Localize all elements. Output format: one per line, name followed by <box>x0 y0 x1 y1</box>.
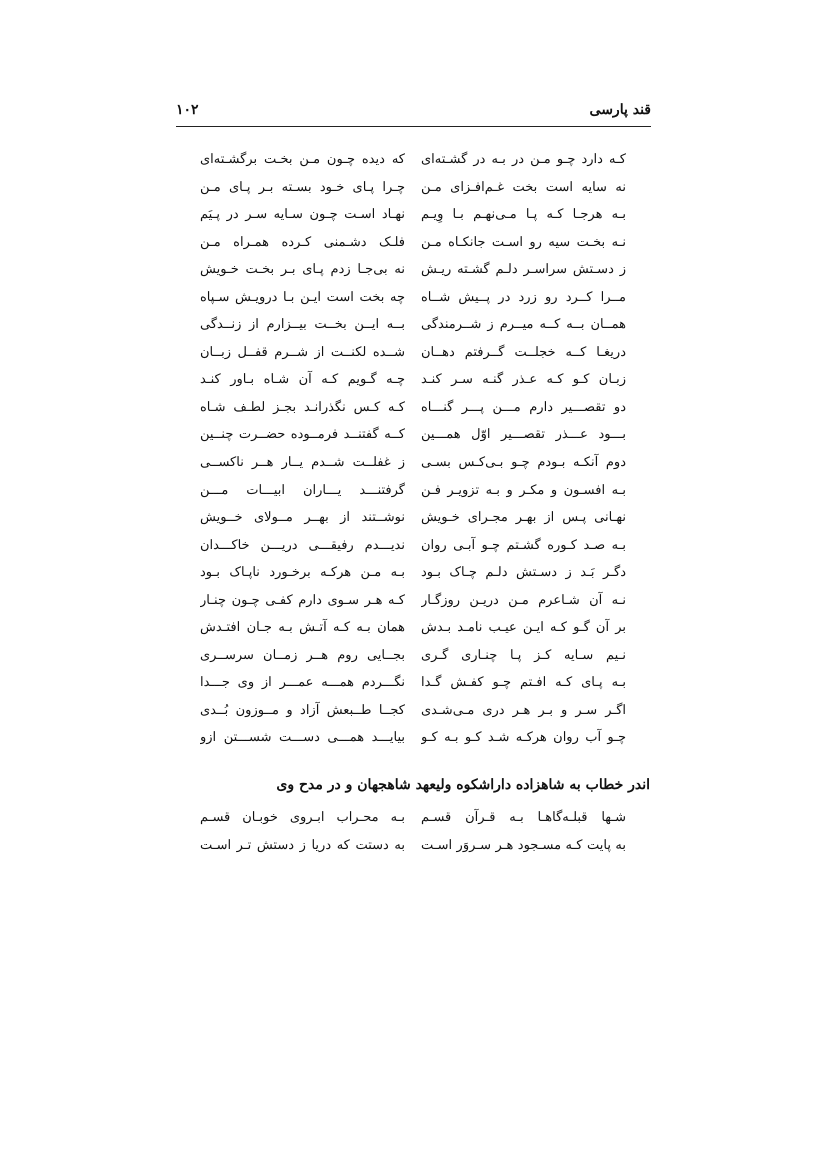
book-title: قند پارسی <box>589 102 651 118</box>
hemistich-first: به پایت کـه مسـجود هـر سـروَر اسـت <box>421 837 626 853</box>
hemistich-second: کــه گفتنــد فرمــوده حضــرت چنــین <box>200 427 405 443</box>
hemistich-second: بیایـــد همـــی دســـت شســـتن ازو <box>200 730 405 746</box>
hemistich-second: کجــا طــبعش آزاد و مــوزون بُــدی <box>200 702 405 718</box>
hemistich-second: فلـک دشـمنی کـرده همـراه مـن <box>200 234 405 250</box>
couplet <box>200 370 626 398</box>
couplet <box>200 260 626 288</box>
couplet <box>200 343 626 371</box>
hemistich-first: همــان بــه کــه میــرم ز شــرمندگی <box>421 317 626 333</box>
hemistich-first: کـه دارد چـو مـن در بـه در گشـته‌ای <box>421 152 626 167</box>
hemistich-second: کـه کـس نگذرانـد بجـز لطـف شـاه <box>200 399 405 415</box>
hemistich-first: نه سایه است بخت غـم‌افـزای مـن <box>421 179 626 195</box>
hemistich-second: ندیـــدم رفیقـــی دریـــن خاکـــدان <box>200 537 405 553</box>
hemistich-second: چـرا پـای خـود بسـته بـر پـای مـن <box>200 179 405 195</box>
couplet <box>200 808 626 836</box>
poem-body <box>200 150 626 756</box>
hemistich-first: دگـر بَـد ز دسـتش دلـم چـاک بـود <box>421 565 626 581</box>
page-number: ۱۰۲ <box>176 102 199 118</box>
hemistich-first: زبـان کـو کـه عـذر گنـه سـر کنـد <box>421 372 626 388</box>
hemistich-first: بـه هرجـا کـه پـا مـی‌نهـم بـا وِیـم <box>421 207 626 223</box>
hemistich-second: چه بخت است ایـن بـا درویـش سـپاه <box>200 289 405 305</box>
hemistich-second: نه بی‌جـا زدم پـای بـر بخـت خـویش <box>200 262 405 278</box>
hemistich-first: نهـانی پـس از بهـر مجـرای خـویش <box>421 510 626 526</box>
hemistich-second: بــه ایــن بخــت بیــزارم از زنــدگی <box>200 317 405 333</box>
hemistich-first: نـه بخـت سیه رو اسـت جانکـاه مـن <box>421 234 626 250</box>
couplet <box>200 618 626 646</box>
couplet <box>200 233 626 261</box>
couplet <box>200 508 626 536</box>
hemistich-second: بـه محـراب ابـروی خوبـان قسـم <box>200 810 405 825</box>
hemistich-first: دوم آنکـه بـودم چـو بـی‌کـس بسـی <box>421 455 626 471</box>
hemistich-second: نوشــتند از بهــر مــولای خــویش <box>200 510 405 526</box>
couplet <box>200 425 626 453</box>
couplet <box>200 836 626 864</box>
hemistich-first: بـه صـد کـوره گشـتم چـو آبـی روان <box>421 537 626 553</box>
page-header <box>176 98 651 127</box>
couplet <box>200 205 626 233</box>
hemistich-first: چـو آب روان هرکـه شـد کـو بـه کـو <box>421 730 626 746</box>
couplet <box>200 701 626 729</box>
hemistich-second: بجــایی روم هــر زمــان سرســری <box>200 647 405 663</box>
couplet <box>200 398 626 426</box>
hemistich-second: همان بـه کـه آتـش بـه جـان افتـدش <box>200 620 405 636</box>
couplet <box>200 591 626 619</box>
couplet <box>200 673 626 701</box>
hemistich-second: نگـــردم همـــه عمـــر از وی جـــدا <box>200 675 405 691</box>
couplet <box>200 453 626 481</box>
hemistich-second: به دستت که دریا ز دستش تـر اسـت <box>200 837 405 853</box>
couplet <box>200 536 626 564</box>
hemistich-first: اگـر سـر و بـر هـر دری مـی‌شـدی <box>421 702 626 718</box>
hemistich-second: ز غفلــت شــدم یــار هــر ناکســی <box>200 455 405 471</box>
couplet <box>200 150 626 178</box>
hemistich-first: نـه آن شـاعرم مـن دریـن روزگـار <box>421 592 626 608</box>
hemistich-first: ز دسـتش سراسـر دلـم گشـته ریـش <box>421 262 626 278</box>
couplet <box>200 646 626 674</box>
couplet <box>200 178 626 206</box>
couplet <box>200 563 626 591</box>
hemistich-first: دریغـا کــه خجلــت گــرفتم دهــان <box>421 344 626 360</box>
hemistich-second: بـه مـن هرکـه برخـورد ناپـاک بـود <box>200 565 405 581</box>
section-heading: اندر خطاب به شاهزاده داراشکوه ولیعهد شاهجهان و در مدح وی <box>276 777 650 793</box>
hemistich-second: شــده لکنــت از شــرم قفــل زبــان <box>200 344 405 360</box>
hemistich-second: کـه هـر سـوی دارم کفـی چـون چنـار <box>200 592 405 608</box>
hemistich-first: شـها قبلـه‌گاهـا بـه قـرآن قسـم <box>421 810 626 825</box>
hemistich-second: که دیده چـون مـن بخـت برگشـته‌ای <box>200 152 405 167</box>
couplet <box>200 315 626 343</box>
hemistich-first: دو تقصـــیر دارم مـــن پـــر گنـــاه <box>421 399 626 415</box>
hemistich-first: بـه پـای کـه افـتم چـو کفـش گـدا <box>421 675 626 691</box>
couplet <box>200 481 626 509</box>
hemistich-first: مــرا کــرد رو زرد در پــیش شــاه <box>421 289 626 305</box>
hemistich-first: بـــود عـــذر تقصـــیر اوّل همـــین <box>421 427 626 443</box>
hemistich-first: نـیم سـایه کـز پـا چنـاری گـری <box>421 647 626 663</box>
couplet <box>200 288 626 316</box>
hemistich-second: چـه گـویم کـه آن شـاه بـاور کنـد <box>200 372 405 388</box>
hemistich-first: بـه افسـون و مکـر و بـه تزویـر فـن <box>421 482 626 498</box>
couplet <box>200 728 626 756</box>
hemistich-second: نهـاد اسـت چـون سـایه سـر در پـیَم <box>200 207 405 223</box>
hemistich-first: بر آن گـو کـه ایـن عیـب نامـد بـدش <box>421 620 626 636</box>
hemistich-second: گرفتنـــد یـــاران ابیـــات مـــن <box>200 482 405 498</box>
praise-poem-body <box>200 808 626 863</box>
